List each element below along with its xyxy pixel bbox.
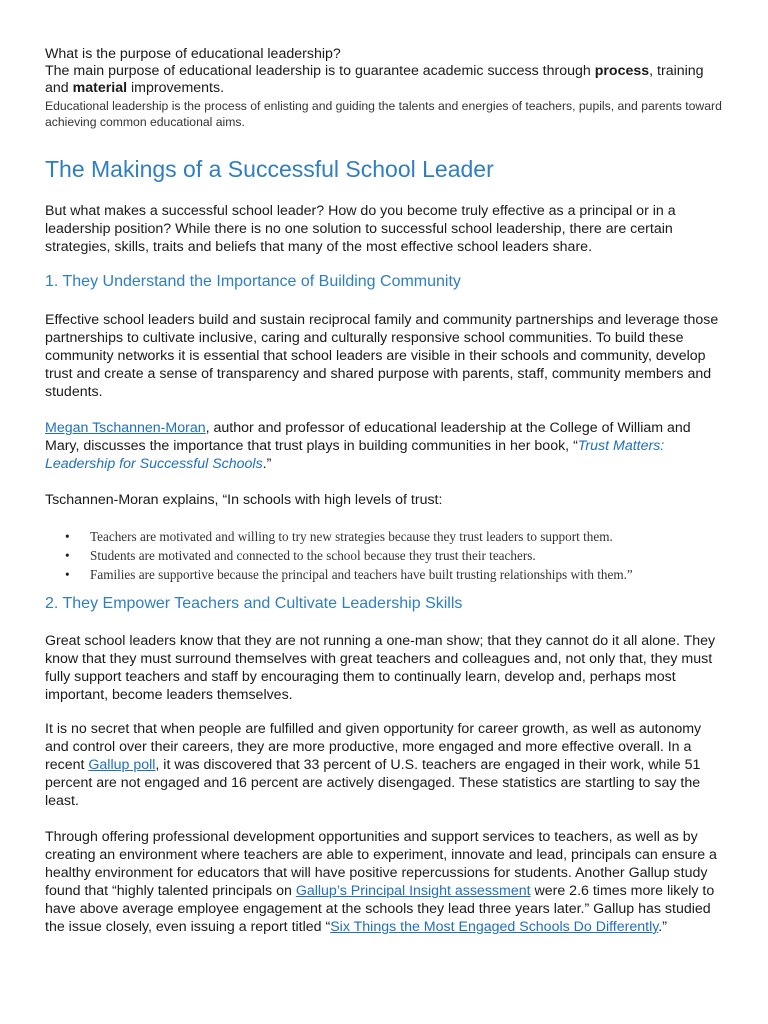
list-item: • Students are motivated and connected to the school because they trust their teachers.: [90, 546, 728, 565]
answer-text-start: The main purpose of educational leadership is to guarantee academic success through: [45, 63, 595, 79]
author-link[interactable]: Megan Tschannen-Moran: [45, 420, 206, 436]
section2-paragraph-2-start: It is no secret that when people are fulfilled and given opportunity for career growth, as well as autonomy and control over their careers, they are more productive, more engaged and more effective overall. In a recent: [45, 721, 702, 773]
intro-question: What is the purpose of educational leadership?: [45, 46, 341, 62]
section1-paragraph-2: [45, 419, 728, 473]
intro-block: [45, 46, 728, 130]
answer-bold-material: material: [72, 80, 128, 96]
section2-paragraph-3-start: Through offering professional development opportunities and support services to teachers, as well as by creating an environment where teachers are able to experiment, innovate and lead, principals can ensure a healthy environment for educators that will have positive repercussions for students. Another Gallup study found that “highly talented principals on: [45, 829, 717, 899]
section1-heading: 1. They Understand the Importance of Building Community: [45, 273, 461, 290]
principal-insight-link[interactable]: Gallup’s Principal Insight assessment: [295, 883, 531, 899]
answer-text-end: improvements.: [127, 80, 225, 96]
list-item: • Teachers are motivated and willing to try new strategies because they trust leaders to support them.: [90, 527, 728, 546]
section2-paragraph-3: [45, 828, 728, 936]
quote-intro: Tschannen-Moran explains, “In schools with high levels of trust:: [45, 492, 443, 508]
section2-paragraph-2: [45, 720, 728, 810]
intro-definition: Educational leadership is the process of enlisting and guiding the talents and energies of teachers, pupils, and parents toward achieving common educational aims.: [45, 99, 722, 129]
section2-paragraph-3-middle: were 2.6 times more likely to have above average employee engagement at the schools they lead three years later.” Gallup has studied the issue closely, even issuing a report titled “: [45, 883, 715, 935]
intro-answer: [45, 63, 728, 97]
answer-text-middle: , training and: [45, 63, 704, 96]
article-lead: But what makes a successful school leader? How do you become truly effective as a principal or in a leadership position? While there is no one solution to successful school leadership, there are certain strategies, skills, traits and beliefs that many of the most effective school leaders share.: [45, 203, 676, 255]
section2-paragraph-3-end: .”: [658, 919, 667, 935]
article-title: The Makings of a Successful School Leader: [45, 156, 494, 182]
section1-paragraph-2-middle: , author and professor of educational leadership at the College of William and Mary, discusses the importance that trust plays in building communities in her book, “: [45, 420, 691, 454]
section1-paragraph-2-end: .”: [262, 456, 272, 472]
quote-list: [45, 527, 728, 584]
section2-paragraph-2-end: , it was discovered that 33 percent of U.S. teachers are engaged in their work, while 51 percent are not engaged and 16 percent are actively disengaged. These statistics are startling to say the least.: [45, 757, 701, 809]
book-title-link[interactable]: Trust Matters: Leadership for Successful Schools: [45, 438, 665, 472]
answer-bold-process: process: [594, 63, 650, 79]
section2-heading: 2. They Empower Teachers and Cultivate Leadership Skills: [45, 595, 463, 612]
gallup-poll-link[interactable]: Gallup poll: [88, 757, 156, 773]
section1-paragraph-1: Effective school leaders build and sustain reciprocal family and community partnerships and leverage those partnerships to cultivate inclusive, caring and culturally responsive school communities. To build these community networks it is essential that school leaders are visible in their schools and community, develop trust and create a sense of transparency and shared purpose with parents, staff, community members and students.: [45, 312, 719, 400]
list-item: • Families are supportive because the principal and teachers have built trusting relationships with them.”: [90, 565, 728, 584]
report-link[interactable]: Six Things the Most Engaged Schools Do Differently: [330, 919, 659, 935]
section2-paragraph-1: Great school leaders know that they are not running a one-man show; that they cannot do it all alone. They know that they must surround themselves with great teachers and colleagues and, not only that, they must fully support teachers and staff by encouraging them to continually learn, develop and, perhaps most important, become leaders themselves.: [45, 633, 716, 703]
